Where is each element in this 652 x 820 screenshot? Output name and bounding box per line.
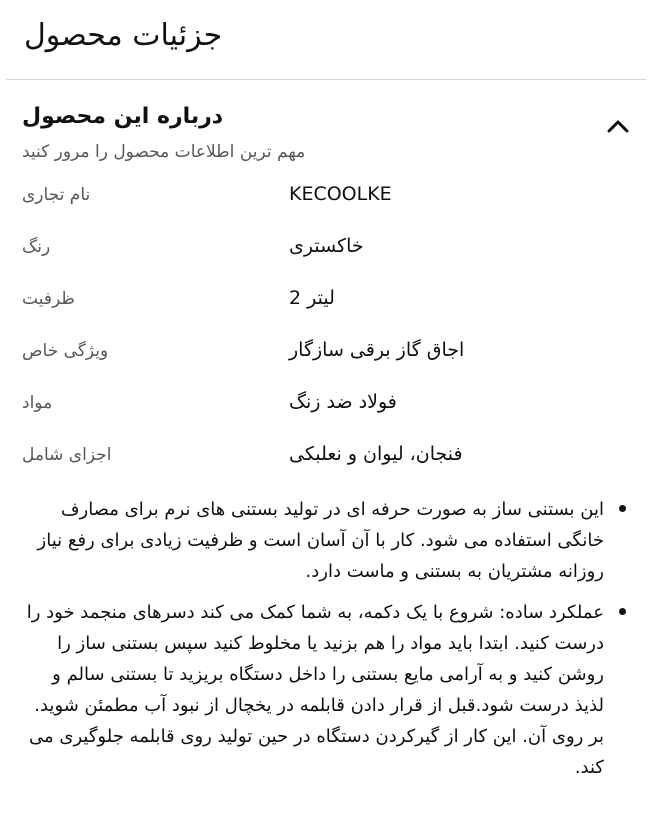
feature-bullet-list: [22, 494, 630, 793]
spec-value: فنجان، لیوان و نعلبکی: [289, 443, 463, 465]
spec-label: اجزای شامل: [22, 445, 112, 465]
spec-row-material: [22, 385, 630, 437]
feature-bullet: [22, 597, 630, 783]
spec-label: ظرفیت: [22, 289, 75, 309]
spec-label: مواد: [22, 393, 53, 413]
section-title: درباره این محصول: [22, 104, 224, 129]
spec-value: فولاد ضد زنگ: [289, 391, 397, 413]
feature-bullet-text: عملکرد ساده: شروع با یک دکمه، به شما کمک می کند دسرهای منجمد خود را درست کنید. ابتدا باید مواد را هم بزنید یا مخلوط کنید سپس بستنی ساز را روشن کنید و به آرامی مایع بستنی را داخل دستگاه بریزید تا بستنی سالم و لذیذ درست شود.قبل از قرار دادن قابلمه در یخچال از نبود آب مطمئن شوید. بر روی آن. این کار از گیرکردن دستگاه در حین تولید روی قابلمه جلوگیری می کند.: [26, 602, 604, 778]
spec-value: خاکستری: [289, 235, 364, 257]
page-title: جزئیات محصول: [24, 18, 223, 53]
spec-row-included-components: [22, 437, 630, 489]
chevron-up-icon[interactable]: [606, 116, 630, 136]
feature-bullet: [22, 494, 630, 587]
bullet-dot-icon: [619, 608, 626, 615]
spec-label: ویژگی خاص: [22, 341, 109, 361]
about-product-section-toggle[interactable]: [22, 98, 630, 168]
bullet-dot-icon: [619, 505, 626, 512]
section-subtitle: مهم ترین اطلاعات محصول را مرور کنید: [22, 142, 306, 162]
spec-row-color: [22, 229, 630, 281]
spec-table: [22, 177, 630, 489]
spec-row-capacity: [22, 281, 630, 333]
divider: [6, 79, 646, 80]
spec-label: نام تجاری: [22, 185, 91, 205]
spec-label: رنگ: [22, 237, 51, 257]
spec-value: 2 لیتر: [289, 287, 335, 309]
spec-value: اجاق گاز برقی سازگار: [289, 339, 465, 361]
spec-value: KECOOLKE: [289, 183, 392, 205]
feature-bullet-text: این بستنی ساز به صورت حرفه ای در تولید بستنی های نرم برای مصارف خانگی استفاده می شود. کار با آن آسان است و ظرفیت زیادی برای رفع نیاز روزانه مشتریان به بستنی و ماست دارد.: [37, 499, 604, 582]
spec-row-special-feature: [22, 333, 630, 385]
spec-row-brand: [22, 177, 630, 229]
